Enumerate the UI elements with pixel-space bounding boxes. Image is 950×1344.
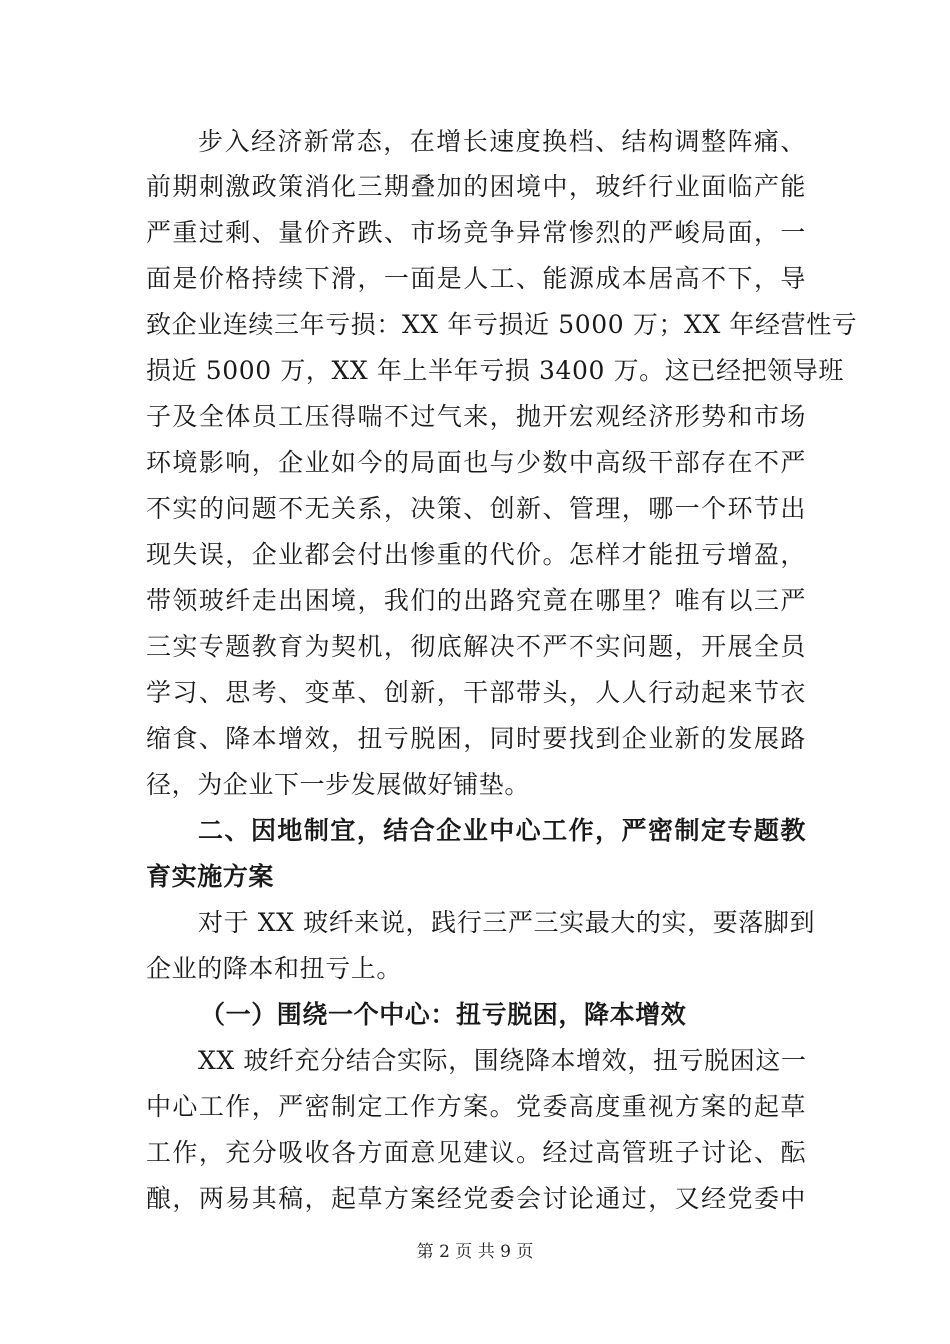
text-line: 三实专题教育为契机，彻底解决不严不实问题，开展全员 [146, 632, 806, 661]
text-line: 子及全体员工压得喘不过气来，抛开宏观经济形势和市场 [146, 402, 806, 431]
text-line: 损近 5000 万，XX 年上半年亏损 3400 万。这已经把领导班 [146, 356, 844, 385]
text-line: 面是价格持续下滑，一面是人工、能源成本居高不下，导 [146, 264, 806, 293]
text-line: 致企业连续三年亏损：XX 年亏损近 5000 万；XX 年经营性亏 [146, 310, 858, 339]
page-number: 第 2 页 共 9 页 [416, 1242, 534, 1262]
text-line: 企业的降本和扭亏上。 [146, 954, 403, 983]
text-line: 缩食、降本增效，扭亏脱困，同时要找到企业新的发展路 [146, 724, 806, 753]
heading-line: 二、因地制宜，结合企业中心工作，严密制定专题教 [198, 816, 806, 845]
text-line: 严重过剩、量价齐跌、市场竞争异常惨烈的严峻局面，一 [146, 218, 806, 247]
text-line: 径，为企业下一步发展做好铺垫。 [146, 770, 531, 799]
text-line: 工作，充分吸收各方面意见建议。经过高管班子讨论、酝 [146, 1138, 806, 1167]
text-line: 现失误，企业都会付出惨重的代价。怎样才能扭亏增盈， [146, 540, 806, 569]
text-line: 中心工作，严密制定工作方案。党委高度重视方案的起草 [146, 1092, 806, 1121]
heading-line: 育实施方案 [146, 862, 275, 891]
text-line: XX 玻纤充分结合实际，围绕降本增效，扭亏脱困这一 [198, 1046, 807, 1075]
text-line: 环境影响，企业如今的局面也与少数中高级干部存在不严 [146, 448, 806, 477]
text-line: 对于 XX 玻纤来说，践行三严三实最大的实，要落脚到 [198, 908, 816, 937]
text-line: 酿，两易其稿，起草方案经党委会讨论通过，又经党委中 [146, 1184, 806, 1213]
text-line: 学习、思考、变革、创新，干部带头，人人行动起来节衣 [146, 678, 806, 707]
text-line: 带领玻纤走出困境，我们的出路究竟在哪里？唯有以三严 [146, 586, 806, 615]
text-line: 不实的问题不无关系，决策、创新、管理，哪一个环节出 [146, 494, 806, 523]
text-line: 前期刺激政策消化三期叠加的困境中，玻纤行业面临产能 [146, 172, 806, 201]
subsection-heading: （一）围绕一个中心：扭亏脱困，降本增效 [200, 1000, 687, 1029]
text-line: 步入经济新常态，在增长速度换档、结构调整阵痛、 [198, 127, 806, 156]
